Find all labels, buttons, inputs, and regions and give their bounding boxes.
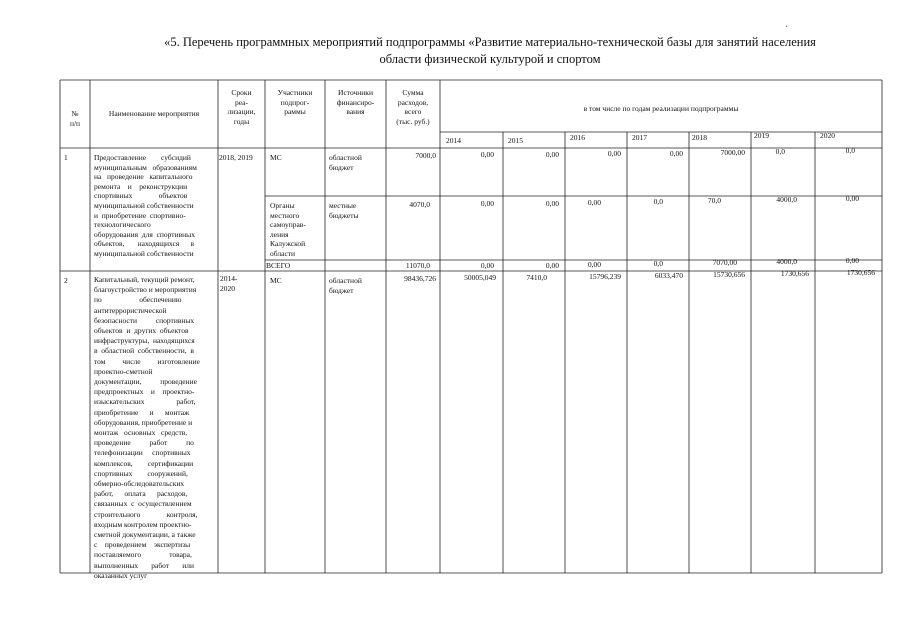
header-year-2015: 2015: [508, 136, 523, 145]
row1-sub2-2018: 70,0: [707, 196, 721, 205]
row1-total-2015: 0,00: [545, 261, 559, 270]
row2-name: Капитальный, текущий ремонт, благоустройство и мероприятия по обеспечению антитеррористической безопасности спортивных объектов и других объектов инфраструктуры, находящихся в областной собственности, в том числе изготовление проектно-сметной документации, проведение предпроектных и проектно- изыскательских работ, приобретение и монтаж оборудования, приобретение и монтаж основных средств, проведение работ по телефонизации спортивных комплексов, сертификации спортивных сооружений, обмерно-обследовательских работ, оплата расходов, связанных с осуществлением строительного контроля, входным контролем проектно- сметной документации, а также с проведением экспертизы поставляемого товара, выполненных работ или оказанных услуг: [94, 275, 200, 580]
header-num: № п/п: [69, 109, 81, 128]
row2-2018: 15730,656: [713, 270, 745, 279]
row2-source: областной бюджет: [329, 276, 362, 295]
row2-2016: 15796,239: [589, 272, 621, 281]
title-line-2: области физической культурой и спортом: [379, 52, 601, 66]
row1-total-2020: 0,00: [845, 256, 859, 265]
row1-sub2-2019: 4000,0: [776, 195, 797, 204]
row1-sub1-2017: 0,00: [669, 149, 683, 158]
row1-sub1-source: областной бюджет: [329, 153, 362, 172]
row1-total-2016: 0,00: [587, 260, 601, 269]
row1-sub1-2018: 7000,00: [720, 148, 745, 157]
row1-sub1-participant: МС: [270, 153, 282, 162]
row1-total-2019: 4000,0: [776, 257, 797, 266]
row1-sub2-2017: 0,0: [653, 197, 663, 206]
header-name: Наименование мероприятия: [108, 109, 200, 118]
header-participants: Участники подпрог- раммы: [277, 88, 313, 117]
row2-participant: МС: [270, 276, 282, 285]
header-year-2020: 2020: [820, 131, 835, 140]
row1-sub2-2014: 0,00: [480, 199, 494, 208]
header-sources: Источники финансиро- вания: [336, 88, 375, 117]
row1-sub2-2016: 0,00: [587, 198, 601, 207]
header-year-2014: 2014: [446, 136, 461, 145]
row2-2019: 1730,656: [780, 269, 809, 278]
row1-sub1-2019: 0,0: [775, 147, 785, 156]
row1-sub1-2014: 0,00: [480, 150, 494, 159]
row1-sub2-2020: 0,00: [845, 194, 859, 203]
row1-sub1-sum: 7000,0: [415, 151, 436, 160]
row1-sub2-participant: Органы местного самоуправ- ления Калужской области: [270, 201, 306, 258]
row2-terms: 2014- 2020: [220, 274, 238, 293]
row1-sub2-sum: 4070,0: [409, 200, 430, 209]
header-year-2019: 2019: [754, 131, 769, 140]
header-year-2016: 2016: [570, 133, 585, 142]
row1-sub1-2020: 0,0: [845, 146, 855, 155]
row1-sub1-2015: 0,00: [545, 150, 559, 159]
row1-sub2-2015: 0,00: [545, 199, 559, 208]
header-terms: Сроки реа- лизации, годы: [227, 88, 256, 126]
header-year-2017: 2017: [632, 133, 647, 142]
row1-terms: 2018, 2019: [219, 153, 253, 162]
row2-sum: 98436,726: [404, 274, 436, 283]
row2-num: 2: [64, 276, 68, 285]
title-line-1: «5. Перечень программных мероприятий подпрограммы «Развитие материально-технической базы для занятий населения: [164, 35, 816, 49]
row1-sub1-2016: 0,00: [607, 149, 621, 158]
row1-total-2014: 0,00: [480, 261, 494, 270]
row1-total-sum: 11070,0: [405, 261, 430, 270]
header-sum: Сумма расходов, всего (тыс. руб.): [396, 88, 430, 126]
scan-mark: ·: [785, 22, 789, 33]
row1-num: 1: [64, 153, 68, 162]
row2-2015: 7410,0: [526, 273, 547, 282]
row1-total-label: ВСЕГО: [266, 261, 291, 270]
row2-2020: 1730,656: [846, 268, 875, 277]
row1-name: Предоставление субсидий муниципальным образованиям на проведение капитального ремонта и реконструкции спортивных объектов муниципальной собственности и приобретение спортивно- технологического оборудования для спортивных объектов, находящихся в муниципальной собственности: [94, 153, 197, 258]
row1-total-2017: 0,0: [653, 259, 663, 268]
row2-2014: 50005,049: [464, 273, 496, 282]
header-by-years: в том числе по годам реализации подпрограммы: [583, 104, 739, 113]
header-year-2018: 2018: [692, 133, 707, 142]
row1-total-2018: 7070,00: [712, 258, 737, 267]
row1-sub2-source: местные бюджеты: [329, 201, 359, 220]
row2-2017: 6033,470: [654, 271, 683, 280]
